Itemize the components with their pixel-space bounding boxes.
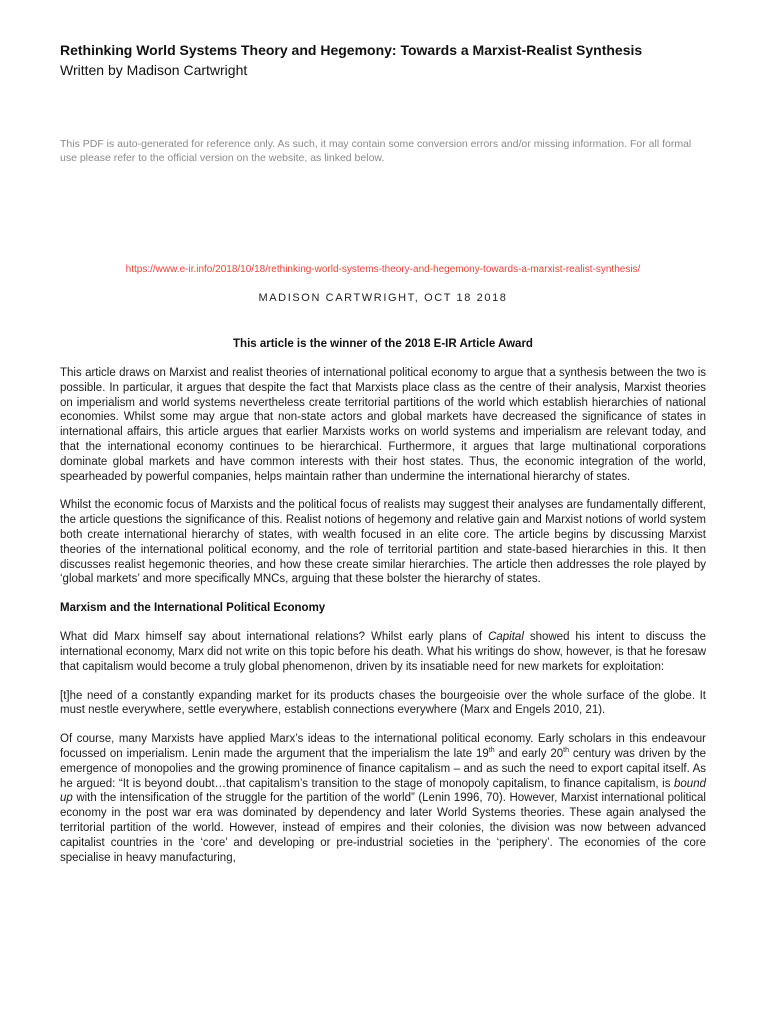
source-url-link[interactable]: https://www.e-ir.info/2018/10/18/rethinking-world-systems-theory-and-hegemony-towards-a-marxist-realist-synthesis/ bbox=[125, 264, 641, 275]
paragraph-lenin-text-b: and early 20 bbox=[494, 747, 564, 760]
capital-title: Capital bbox=[488, 631, 524, 644]
article-body bbox=[60, 366, 706, 879]
paragraph-lenin-text-d: with the intensification of the struggle for the partition of the world” (Lenin 1996, 70). However, Marxist international political economy in the post war era was dominated by dependency and later World Systems theories. These again analysed the territorial partition of the world. However, instead of empires and their colonies, the division was now between advanced capitalist countries in the ‘core’ and developing or pre-industrial societies in the ‘periphery’. The economies of the core specialise in heavy manufacturing, bbox=[60, 792, 706, 864]
paragraph-lenin-text-c: century was driven by the emergence of monopolies and the growing prominence of finance capitalism – and as such the need to export capital itself. As he argued: “It is beyond doubt…that capitalism’s transition to the stage of monopoly capitalism, to finance capitalism, is bbox=[60, 747, 707, 790]
paragraph-marx-text-a: What did Marx himself say about international relations? Whilst early plans of bbox=[60, 631, 489, 644]
award-note: This article is the winner of the 2018 E-IR Article Award bbox=[233, 338, 533, 350]
document-title: Rethinking World Systems Theory and Hegemony: Towards a Marxist-Realist Synthesis bbox=[60, 42, 643, 58]
superscript-th-1: th bbox=[488, 746, 495, 754]
paragraph-lenin bbox=[60, 732, 706, 865]
bound-up-emphasis: bound up bbox=[60, 777, 706, 805]
byline: MADISON CARTWRIGHT, OCT 18 2018 bbox=[258, 292, 508, 304]
paragraph-lenin-text-a: Of course, many Marxists have applied Marx’s ideas to the international political economy. Early scholars in this endeavour focussed on imperialism. Lenin made the argument that the imperialism the late 19 bbox=[60, 733, 706, 760]
block-quote: [t]he need of a constantly expanding market for its products chases the bourgeoisie over the whole surface of the globe. It must nestle everywhere, settle everywhere, establish connections everywhere (Marx and Engels 2010, 21). bbox=[60, 689, 706, 717]
paragraph-intro-1: This article draws on Marxist and realist theories of international political economy to argue that a synthesis between the two is possible. In particular, it argues that despite the fact that Marxists place class as the centre of their analysis, Marxist theories on imperialism and world systems nevertheless create territorial partitions of the world which establish hierarchies of national economies. Whilst some may argue that non-state actors and global markets have decreased the significance of states in international affairs, this article argues that earlier Marxists works on world systems and imperialism are relevant today, and that the international economy continues to be hierarchical. Furthermore, it argues that large multinational corporations dominate global markets and have common interests with their host states. Thus, the economic integration of the world, spearheaded by powerful companies, helps maintain rather than undermine the international hierarchy of states. bbox=[60, 367, 706, 483]
pdf-disclaimer: This PDF is auto-generated for reference only. As such, it may contain some conversion errors and/or missing information. For all formal use please refer to the official version on the website, as linked below. bbox=[60, 138, 692, 164]
superscript-th-2: th bbox=[563, 746, 570, 754]
paragraph-intro-2: Whilst the economic focus of Marxists and the political focus of realists may suggest their analyses are fundamentally different, the article questions the significance of this. Realist notions of hegemony and relative gain and Marxist notions of world system both create international hierarchy of states, with wealth focused in an elite core. The article begins by discussing Marxist theories of the international political economy, and the role of territorial partition and state-based hierarchies in this. It then discusses realist hegemonic theories, and how these create similar hierarchies. The article then addresses the role played by ‘global markets’ and more specifically MNCs, arguing that these bolster the hierarchy of states. bbox=[60, 499, 706, 586]
section-heading: Marxism and the International Political Economy bbox=[60, 602, 326, 615]
paragraph-marx-text-b: showed his intent to discuss the international economy, Marx did not write on this topic before his death. What his writings do show, however, is that he foresaw that capitalism would become a truly global phenomenon, driven by its insatiable need for new markets for exploitation: bbox=[60, 631, 706, 673]
document-author-line: Written by Madison Cartwright bbox=[60, 62, 248, 78]
paragraph-marx bbox=[60, 630, 706, 674]
